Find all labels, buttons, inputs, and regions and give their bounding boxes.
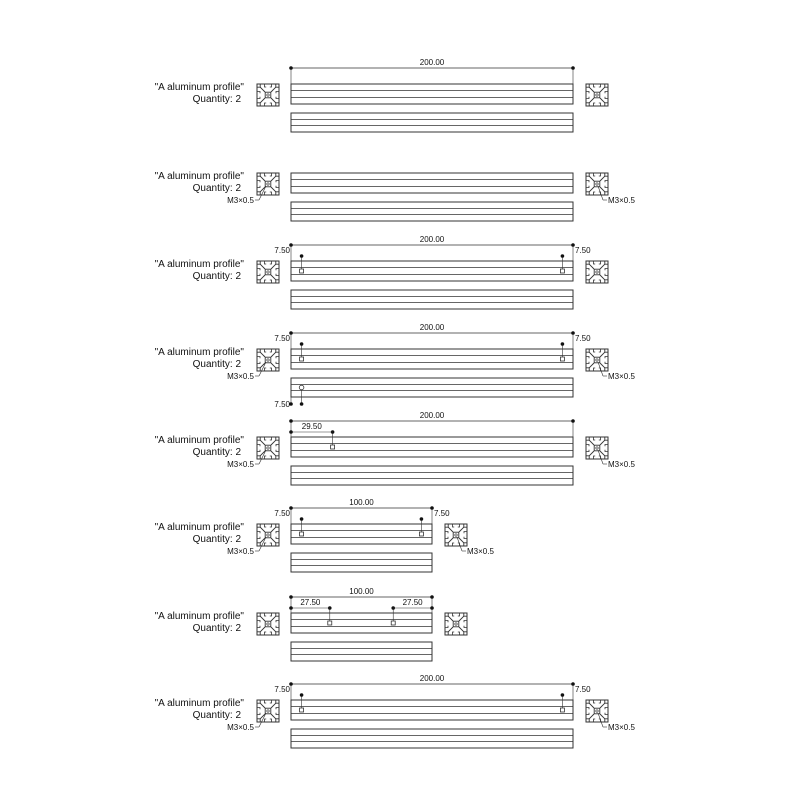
- profile-center-hole: [596, 359, 598, 361]
- profile-bar-top-view: [291, 613, 432, 633]
- hole-marker: [560, 708, 564, 712]
- profile-row: [155, 171, 636, 221]
- profile-cross-section: [445, 613, 467, 635]
- part-name: "A aluminum profile": [154, 435, 244, 446]
- profile-web: [271, 275, 276, 280]
- profile-web: [271, 87, 276, 92]
- profile-web: [260, 275, 265, 280]
- thread-callout-left: M3×0.5: [227, 547, 254, 556]
- profile-web: [589, 440, 594, 445]
- dimension-dot: [289, 430, 293, 434]
- profile-bar-side-view: [291, 202, 573, 221]
- profile-row: [155, 587, 467, 661]
- profile-cross-section: [586, 437, 608, 459]
- part-quantity: Quantity: 2: [192, 183, 241, 194]
- profile-web: [589, 703, 594, 708]
- part-quantity: Quantity: 2: [192, 447, 241, 458]
- profile-core: [265, 92, 271, 98]
- profile-web: [271, 176, 276, 181]
- profile-bar-side-view: [291, 642, 432, 661]
- hole-marker: [391, 621, 395, 625]
- profile-web: [260, 87, 265, 92]
- profile-row: [155, 58, 608, 132]
- profile-web: [600, 440, 605, 445]
- profile-web: [589, 87, 594, 92]
- thread-callout-right: M3×0.5: [608, 723, 635, 732]
- profile-center-hole: [596, 271, 598, 273]
- dimension-dot: [289, 66, 293, 70]
- profile-center-hole: [267, 183, 269, 185]
- profile-bar-side-view: [291, 378, 573, 397]
- dimension-dot: [571, 419, 575, 423]
- hole-dimension-label: 7.50: [575, 685, 591, 694]
- hole-marker: [300, 357, 304, 361]
- profile-bar-top-view: [291, 84, 573, 104]
- part-quantity: Quantity: 2: [192, 710, 241, 721]
- profile-core: [594, 357, 600, 363]
- part-quantity: Quantity: 2: [192, 271, 241, 282]
- profile-row: [155, 411, 636, 485]
- profile-row: [155, 498, 495, 572]
- part-name: "A aluminum profile": [154, 698, 244, 709]
- profile-web: [271, 363, 276, 368]
- profile-web: [260, 527, 265, 532]
- hole-marker: [300, 269, 304, 273]
- hole-marker: [419, 532, 423, 536]
- part-name: "A aluminum profile": [154, 611, 244, 622]
- hole-dimension-label: 27.50: [300, 598, 321, 607]
- profile-web: [459, 527, 464, 532]
- hole-dimension-label: 7.50: [274, 334, 290, 343]
- dimension-dot: [300, 402, 304, 406]
- profile-bar-side-view: [291, 290, 573, 309]
- profile-web: [271, 538, 276, 543]
- profile-web: [589, 98, 594, 103]
- profile-web: [600, 264, 605, 269]
- profile-center-hole: [267, 447, 269, 449]
- profile-cross-section: [586, 700, 608, 722]
- hole-dimension-label: 7.50: [274, 509, 290, 518]
- profile-cross-section: [257, 524, 279, 546]
- profile-core: [594, 708, 600, 714]
- profile-web: [448, 627, 453, 632]
- profile-web: [589, 176, 594, 181]
- profile-bar-side-view: [291, 729, 573, 748]
- profile-core: [594, 445, 600, 451]
- profile-row: [155, 323, 636, 409]
- profile-core: [594, 92, 600, 98]
- profile-cross-section: [257, 84, 279, 106]
- profile-bar-side-view: [291, 113, 573, 132]
- length-dimension-label: 200.00: [419, 58, 445, 67]
- profile-core: [265, 445, 271, 451]
- profile-web: [271, 451, 276, 456]
- profile-core: [453, 621, 459, 627]
- profile-bar-top-view: [291, 524, 432, 544]
- dimension-dot: [300, 693, 304, 697]
- profile-center-hole: [596, 710, 598, 712]
- hole-marker: [328, 621, 332, 625]
- profile-cross-section: [586, 349, 608, 371]
- hole-dimension-label: 7.50: [274, 685, 290, 694]
- dimension-dot: [289, 595, 293, 599]
- profile-center-hole: [455, 534, 457, 536]
- length-dimension-label: 100.00: [349, 498, 374, 507]
- length-dimension-label: 200.00: [419, 674, 445, 683]
- length-dimension-label: 200.00: [419, 235, 445, 244]
- part-quantity: Quantity: 2: [192, 94, 241, 105]
- profile-web: [271, 703, 276, 708]
- profile-core: [453, 532, 459, 538]
- profile-web: [589, 187, 594, 192]
- profile-web: [271, 264, 276, 269]
- profile-web: [589, 352, 594, 357]
- profile-center-hole: [267, 534, 269, 536]
- profile-web: [589, 264, 594, 269]
- profile-bar-top-view: [291, 261, 573, 281]
- profile-web: [600, 363, 605, 368]
- profile-web: [271, 352, 276, 357]
- dimension-dot: [300, 517, 304, 521]
- profile-web: [589, 451, 594, 456]
- hole-marker: [560, 269, 564, 273]
- profile-row: [155, 235, 608, 309]
- profile-bar-top-view: [291, 700, 573, 720]
- profile-cross-section: [257, 173, 279, 195]
- profile-web: [260, 98, 265, 103]
- profile-core: [265, 532, 271, 538]
- thread-callout-right: M3×0.5: [467, 547, 494, 556]
- profile-bar-side-view: [291, 466, 573, 485]
- profile-web: [600, 352, 605, 357]
- profile-cross-section: [586, 84, 608, 106]
- profile-web: [271, 527, 276, 532]
- thread-callout-right: M3×0.5: [608, 196, 635, 205]
- part-name: "A aluminum profile": [154, 522, 244, 533]
- dimension-dot: [289, 606, 293, 610]
- profile-core: [594, 269, 600, 275]
- length-dimension-label: 200.00: [419, 323, 445, 332]
- profile-cross-section: [257, 700, 279, 722]
- hole-dimension-label: 29.50: [301, 422, 322, 431]
- thread-callout-right: M3×0.5: [608, 460, 635, 469]
- profile-cross-section: [257, 613, 279, 635]
- hole-marker: [299, 385, 304, 390]
- profile-web: [600, 98, 605, 103]
- profile-web: [260, 703, 265, 708]
- profile-web: [271, 187, 276, 192]
- profile-row: [155, 674, 636, 748]
- profile-web: [459, 627, 464, 632]
- dimension-dot: [300, 342, 304, 346]
- hole-dimension-label: 7.50: [434, 509, 450, 518]
- profile-bar-side-view: [291, 553, 432, 572]
- profile-center-hole: [267, 94, 269, 96]
- profile-web: [600, 187, 605, 192]
- profile-center-hole: [455, 623, 457, 625]
- profile-center-hole: [596, 94, 598, 96]
- profile-cross-section: [257, 437, 279, 459]
- hole-dimension-label: 7.50: [274, 400, 290, 409]
- part-quantity: Quantity: 2: [192, 359, 241, 370]
- part-quantity: Quantity: 2: [192, 534, 241, 545]
- profile-cross-section: [257, 261, 279, 283]
- part-name: "A aluminum profile": [154, 82, 244, 93]
- thread-callout-right: M3×0.5: [608, 372, 635, 381]
- profile-core: [265, 621, 271, 627]
- profile-web: [459, 616, 464, 621]
- profile-web: [448, 527, 453, 532]
- profile-web: [589, 363, 594, 368]
- profile-core: [594, 181, 600, 187]
- thread-callout-left: M3×0.5: [227, 196, 254, 205]
- hole-dimension-label: 7.50: [575, 334, 591, 343]
- hole-marker: [331, 445, 335, 449]
- profile-core: [265, 181, 271, 187]
- part-quantity: Quantity: 2: [192, 623, 241, 634]
- profile-web: [589, 275, 594, 280]
- thread-callout-left: M3×0.5: [227, 460, 254, 469]
- profile-center-hole: [267, 623, 269, 625]
- dimension-dot: [561, 254, 565, 258]
- profile-web: [600, 176, 605, 181]
- profile-center-hole: [267, 271, 269, 273]
- profile-web: [260, 176, 265, 181]
- profile-center-hole: [267, 359, 269, 361]
- profile-bar-top-view: [291, 349, 573, 369]
- profile-cross-section: [586, 173, 608, 195]
- profile-web: [448, 616, 453, 621]
- length-dimension-label: 200.00: [419, 411, 445, 420]
- profile-web: [260, 440, 265, 445]
- profile-web: [459, 538, 464, 543]
- profile-web: [448, 538, 453, 543]
- part-name: "A aluminum profile": [154, 171, 244, 182]
- dimension-dot: [561, 693, 565, 697]
- profile-web: [260, 627, 265, 632]
- dimension-dot: [571, 66, 575, 70]
- dimension-dot: [430, 595, 434, 599]
- dimension-dot: [300, 254, 304, 258]
- profile-core: [265, 269, 271, 275]
- hole-dimension-label: 7.50: [274, 246, 290, 255]
- profile-web: [271, 627, 276, 632]
- length-dimension-label: 100.00: [349, 587, 374, 596]
- profile-cross-section: [445, 524, 467, 546]
- profile-center-hole: [596, 183, 598, 185]
- profile-web: [600, 87, 605, 92]
- part-name: "A aluminum profile": [154, 347, 244, 358]
- profile-web: [600, 275, 605, 280]
- dimension-dot: [289, 419, 293, 423]
- hole-marker: [300, 708, 304, 712]
- profile-web: [600, 451, 605, 456]
- profile-core: [265, 357, 271, 363]
- profile-web: [260, 352, 265, 357]
- hole-dimension-label: 7.50: [575, 246, 591, 255]
- profile-web: [260, 616, 265, 621]
- profile-cross-section: [586, 261, 608, 283]
- hole-dimension-label: 27.50: [402, 598, 423, 607]
- dimension-dot: [561, 342, 565, 346]
- profile-core: [265, 708, 271, 714]
- part-name: "A aluminum profile": [154, 259, 244, 270]
- thread-callout-left: M3×0.5: [227, 723, 254, 732]
- profile-cross-section: [257, 349, 279, 371]
- profile-web: [600, 703, 605, 708]
- profile-web: [589, 714, 594, 719]
- profile-web: [271, 440, 276, 445]
- hole-marker: [560, 357, 564, 361]
- thread-callout-left: M3×0.5: [227, 372, 254, 381]
- profile-center-hole: [596, 447, 598, 449]
- profile-center-hole: [267, 710, 269, 712]
- dimension-dot: [430, 606, 434, 610]
- profile-web: [600, 714, 605, 719]
- dimension-dot: [420, 517, 424, 521]
- profile-web: [260, 264, 265, 269]
- profile-bar-top-view: [291, 173, 573, 193]
- profile-web: [271, 616, 276, 621]
- profile-web: [271, 98, 276, 103]
- profile-web: [271, 714, 276, 719]
- hole-marker: [300, 532, 304, 536]
